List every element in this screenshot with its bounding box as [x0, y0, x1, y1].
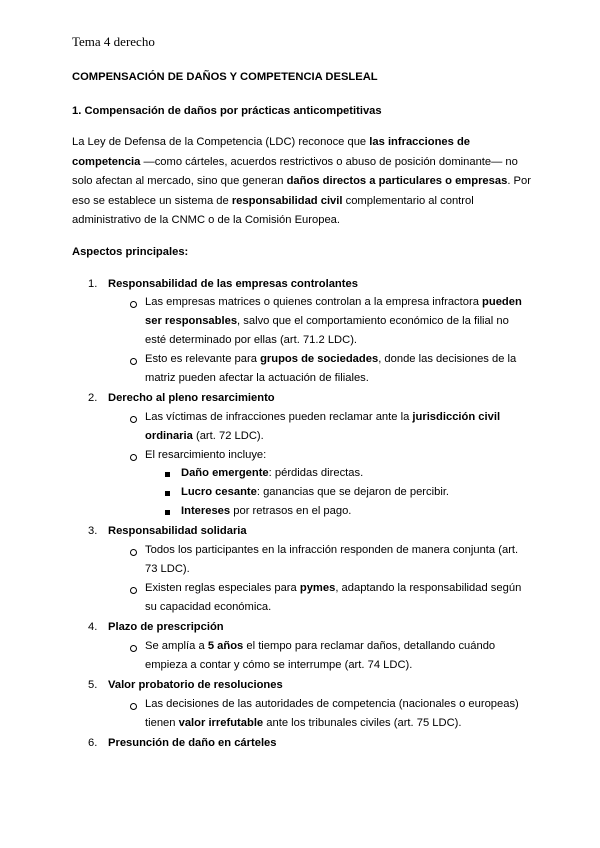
bullet-text: Las empresas matrices o quienes controlan a la empresa infractora pueden: [145, 296, 522, 308]
item-title: Valor probatorio de resoluciones: [108, 679, 283, 691]
bullet-text: Las víctimas de infracciones pueden reclamar ante la jurisdicción civil: [145, 411, 501, 423]
item-title: Plazo de prescripción: [108, 621, 224, 633]
circle-bullet: [130, 416, 137, 423]
bullet-text: tienen valor irrefutable ante los tribunales civiles (art. 75 LDC).: [145, 717, 462, 729]
bullet-text: ser responsables, salvo que el comportamiento económico de la filial no: [145, 315, 509, 327]
item-number: 4.: [88, 621, 98, 633]
item-number: 6.: [88, 737, 98, 749]
bullet-text: Las decisiones de las autoridades de competencia (nacionales o europeas): [145, 698, 519, 710]
section-heading: 1. Compensación de daños por prácticas anticompetitivas: [72, 105, 382, 117]
bullet-text: El resarcimiento incluye:: [145, 449, 267, 461]
sub-bullet-text: Daño emergente: pérdidas directas.: [181, 467, 364, 479]
bullet-text: Se amplía a 5 años el tiempo para reclamar daños, detallando cuándo: [145, 640, 496, 652]
bullet-text: esté determinado por ellas (art. 71.2 LDC).: [145, 334, 358, 346]
square-bullet: [165, 472, 170, 477]
bullet-text: Existen reglas especiales para pymes, adaptando la responsabilidad según: [145, 582, 522, 594]
intro-paragraph: La Ley de Defensa de la Competencia (LDC) reconoce que las infracciones de competencia —como cárteles, acuerdos restrictivos o abuso de posición dominante— no solo afectan al mercado, sino que generan daños directos a particulares o empresas. Por eso se establece un sistema de responsabilidad civil complementario al control administrativo de la CNMC o de la Comisión Europea.: [72, 136, 531, 226]
document-title: COMPENSACIÓN DE DAÑOS Y COMPETENCIA DESLEAL: [72, 71, 378, 83]
item-title: Responsabilidad de las empresas controlantes: [108, 278, 358, 290]
document-topic: Tema 4 derecho: [72, 34, 155, 49]
sub-bullet-text: Intereses por retrasos en el pago.: [181, 505, 352, 517]
item-title: Presunción de daño en cárteles: [108, 737, 277, 749]
item-number: 3.: [88, 525, 98, 537]
circle-bullet: [130, 358, 137, 365]
bullet-text: empieza a contar y cómo se interrumpe (art. 74 LDC).: [145, 659, 413, 671]
bullet-text: ordinaria (art. 72 LDC).: [145, 430, 264, 442]
bullet-text: su capacidad económica.: [145, 601, 272, 613]
item-number: 5.: [88, 679, 98, 691]
sub-bullet-text: Lucro cesante: ganancias que se dejaron de percibir.: [181, 486, 450, 498]
circle-bullet: [130, 703, 137, 710]
bullet-text: matriz pueden afectar la actuación de filiales.: [145, 372, 369, 384]
circle-bullet: [130, 645, 137, 652]
circle-bullet: [130, 549, 137, 556]
bullet-text: 73 LDC).: [145, 563, 190, 575]
circle-bullet: [130, 454, 137, 461]
item-title: Responsabilidad solidaria: [108, 525, 247, 537]
item-number: 1.: [88, 278, 98, 290]
circle-bullet: [130, 587, 137, 594]
bullet-text: Todos los participantes en la infracción responden de manera conjunta (art.: [145, 544, 519, 556]
circle-bullet: [130, 301, 137, 308]
aspects-heading: Aspectos principales:: [72, 246, 189, 258]
item-number: 2.: [88, 392, 98, 404]
bullet-text: Esto es relevante para grupos de sociedades, donde las decisiones de la: [145, 353, 517, 365]
item-title: Derecho al pleno resarcimiento: [108, 392, 275, 404]
square-bullet: [165, 510, 170, 515]
square-bullet: [165, 491, 170, 496]
